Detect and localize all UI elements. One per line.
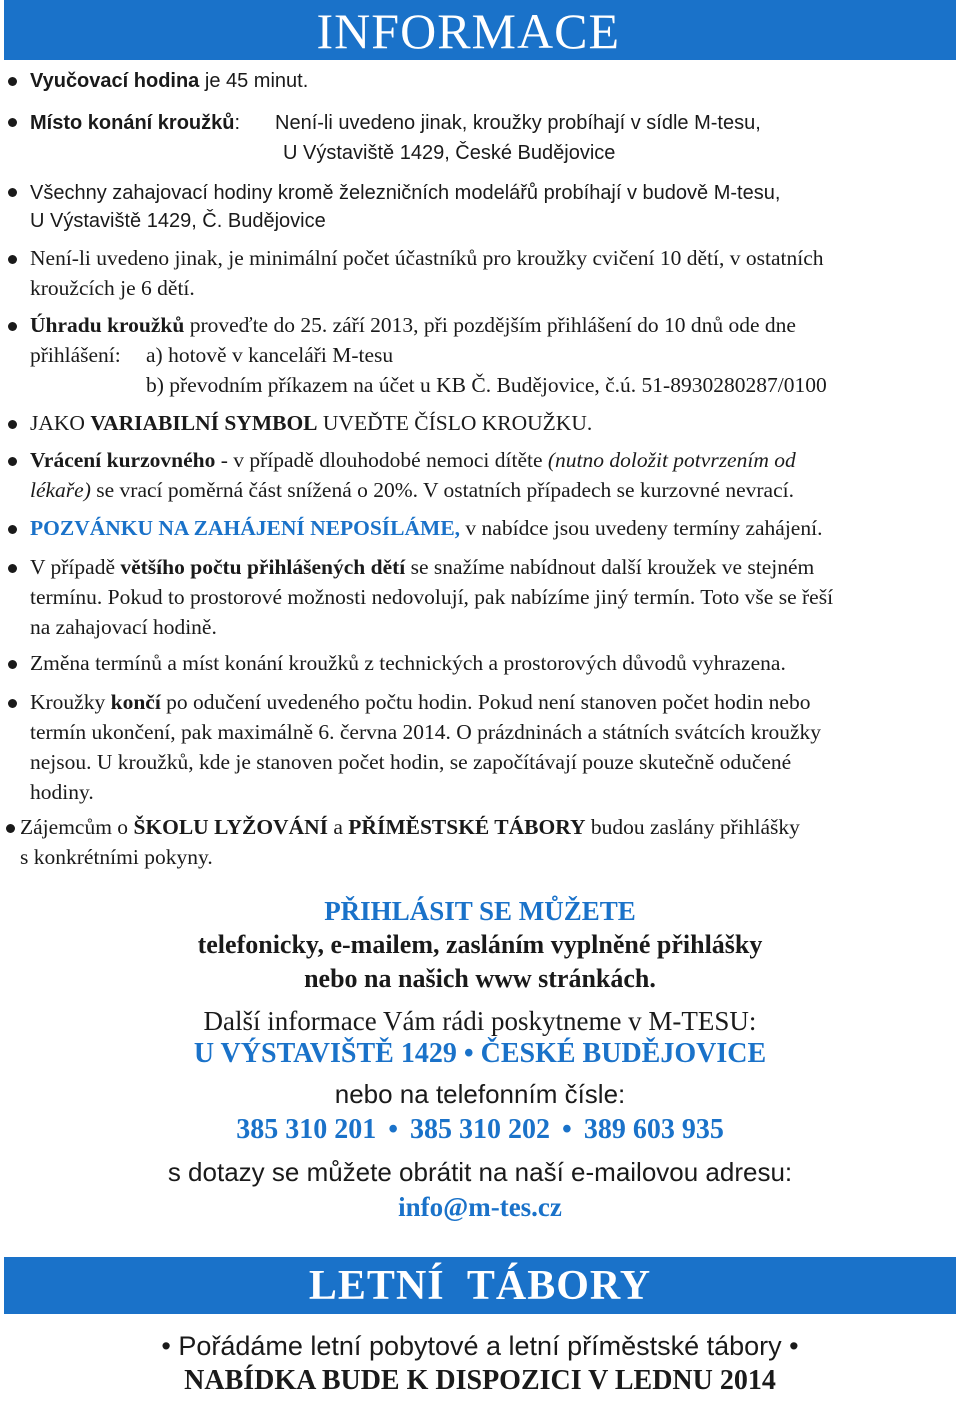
refund-text-2: se vrací poměrná část snížená o 20%. V ostatních případech se kurzovné nevrací. <box>90 478 794 502</box>
end-text: po odučení uvedeného počtu hodin. Pokud není stanoven počet hodin nebo <box>160 690 811 714</box>
bullet-icon <box>8 188 17 197</box>
bullet-icon <box>8 699 17 708</box>
extra-group-prefix: V případě <box>30 555 121 579</box>
camps-availability: NABÍDKA BUDE K DISPOZICI V LEDNU 2014 <box>184 1365 776 1396</box>
list-item <box>0 687 960 807</box>
first-lesson-text: Všechny zahajovací hodiny kromě železničních modelářů probíhají v budově M-tesu, <box>30 182 781 204</box>
invitation-label: POZVÁNKU NA ZAHÁJENÍ NEPOSÍLÁME, <box>30 516 461 540</box>
venue-text: Není-li uvedeno jinak, kroužky probíhají v sídle M-tesu, <box>275 112 761 134</box>
registration-label: přihlášení: <box>30 343 121 367</box>
list-item <box>0 513 960 543</box>
payment-text: proveďte do 25. září 2013, při pozdějším přihlášení do 10 dnů ode dne <box>184 313 796 337</box>
bullet-icon <box>8 525 17 534</box>
bullet-icon <box>8 660 17 669</box>
ski-text: budou zaslány přihlášky <box>585 815 800 839</box>
camps-banner <box>4 1257 956 1314</box>
venue-address: U Výstaviště 1429, České Budějovice <box>283 142 616 164</box>
min-participants-text-2: kroužcích je 6 dětí. <box>30 276 195 300</box>
end-label: končí <box>110 690 161 714</box>
changes-reserved-text: Změna termínů a míst konání kroužků z technických a prostorových důvodů vyhrazena. <box>30 651 786 675</box>
bullet-icon <box>8 564 17 573</box>
end-text-4: hodiny. <box>30 780 94 804</box>
camps-text: • Pořádáme letní pobytové a letní příměstské tábory • <box>161 1331 799 1361</box>
list-item <box>0 106 960 166</box>
phone-number[interactable]: 385 310 202 <box>410 1114 550 1145</box>
bullet-icon <box>8 255 17 264</box>
list-item <box>0 812 960 872</box>
refund-text: - v případě dlouhodobé nemoci dítěte <box>215 448 548 472</box>
bullet-icon <box>8 457 17 466</box>
refund-note: (nutno doložit potvrzením od <box>547 448 796 472</box>
email-link[interactable]: info@m-tes.cz <box>398 1192 562 1222</box>
phone-number[interactable]: 389 603 935 <box>583 1114 724 1145</box>
informace-banner <box>4 0 956 60</box>
list-item <box>0 648 960 678</box>
variable-symbol-text: UVEĎTE ČÍSLO KROUŽKU. <box>317 411 593 435</box>
payment-label: Úhradu kroužků <box>30 313 185 337</box>
list-item <box>0 310 960 400</box>
invitation-text: v nabídce jsou uvedeny termíny zahájení. <box>460 516 823 540</box>
bullet-icon <box>8 77 17 86</box>
list-item <box>0 445 960 505</box>
email-intro: s dotazy se můžete obrátit na naší e-mailovou adresu: <box>167 1157 793 1187</box>
phone-number[interactable]: 385 310 201 <box>236 1114 377 1145</box>
ski-text-2: s konkrétními pokyny. <box>20 845 213 869</box>
extra-group-text: se snažíme nabídnout další kroužek ve stejném <box>405 555 815 579</box>
phone-separator: • <box>388 1114 398 1145</box>
ski-school-label: ŠKOLU LYŽOVÁNÍ <box>133 815 328 839</box>
phone-separator: • <box>562 1114 572 1145</box>
ski-prefix: Zájemcům o <box>20 815 134 839</box>
extra-group-text-2: termínu. Pokud to prostorové možnosti nedovolují, pak nabízíme jiný termín. Toto vše se řeší <box>30 585 834 609</box>
payment-option-transfer: b) převodním příkazem na účet u KB Č. Budějovice, č.ú. 51-8930280287/0100 <box>146 373 827 397</box>
phone-intro: nebo na telefonním čísle: <box>334 1079 626 1109</box>
bullet-icon <box>8 420 17 429</box>
end-text-2: termín ukončení, pak maximálně 6. června 2014. O prázdninách a státních svátcích kroužky <box>30 720 822 744</box>
camps-title: LETNÍ TÁBORY <box>308 1263 652 1309</box>
first-lesson-address: U Výstaviště 1429, Č. Budějovice <box>30 210 326 232</box>
variable-symbol-label: VARIABILNÍ SYMBOL <box>90 411 318 435</box>
phone-list <box>0 1112 960 1148</box>
signup-methods-2: nebo na našich www stránkách. <box>304 964 656 993</box>
ski-and: a <box>328 815 349 839</box>
venue-colon: : <box>234 112 241 134</box>
signup-heading: PŘIHLÁSIT SE MŮŽETE <box>324 896 636 926</box>
end-text-3: nejsou. U kroužků, kde je stanoven počet hodin, se započítávají pouze skutečně odučené <box>30 750 792 774</box>
list-item <box>0 552 960 642</box>
lesson-label: Vyučovací hodina <box>30 70 200 92</box>
end-prefix: Kroužky <box>30 690 111 714</box>
signup-methods: telefonicky, e-mailem, zasláním vyplněné přihlášky <box>197 930 763 959</box>
extra-group-label: většího počtu přihlášených dětí <box>120 555 406 579</box>
refund-note-2: lékaře) <box>30 478 91 502</box>
extra-group-text-3: na zahajovací hodině. <box>30 615 217 639</box>
info-text: Další informace Vám rádi poskytneme v M-TESU: <box>203 1006 757 1036</box>
min-participants-text: Není-li uvedeno jinak, je minimální počet účastníků pro kroužky cvičení 10 dětí, v ostatních <box>30 246 824 270</box>
list-item <box>0 243 960 303</box>
list-item <box>0 66 960 96</box>
venue-label: Místo konání kroužků <box>30 112 235 134</box>
payment-option-cash: a) hotově v kanceláři M-tesu <box>146 343 394 367</box>
refund-label: Vrácení kurzovného <box>30 448 216 472</box>
page-title: INFORMACE <box>316 3 620 59</box>
list-item <box>0 408 960 438</box>
list-item <box>0 176 960 236</box>
lesson-text: je 45 minut. <box>199 70 309 92</box>
bullet-icon <box>8 322 17 331</box>
day-camps-label: PŘÍMĚSTSKÉ TÁBORY <box>348 815 586 839</box>
bullet-icon <box>6 824 15 833</box>
address: U VÝSTAVIŠTĚ 1429 • ČESKÉ BUDĚJOVICE <box>193 1038 767 1069</box>
bullet-icon <box>8 118 17 127</box>
variable-symbol-prefix: JAKO <box>30 411 91 435</box>
